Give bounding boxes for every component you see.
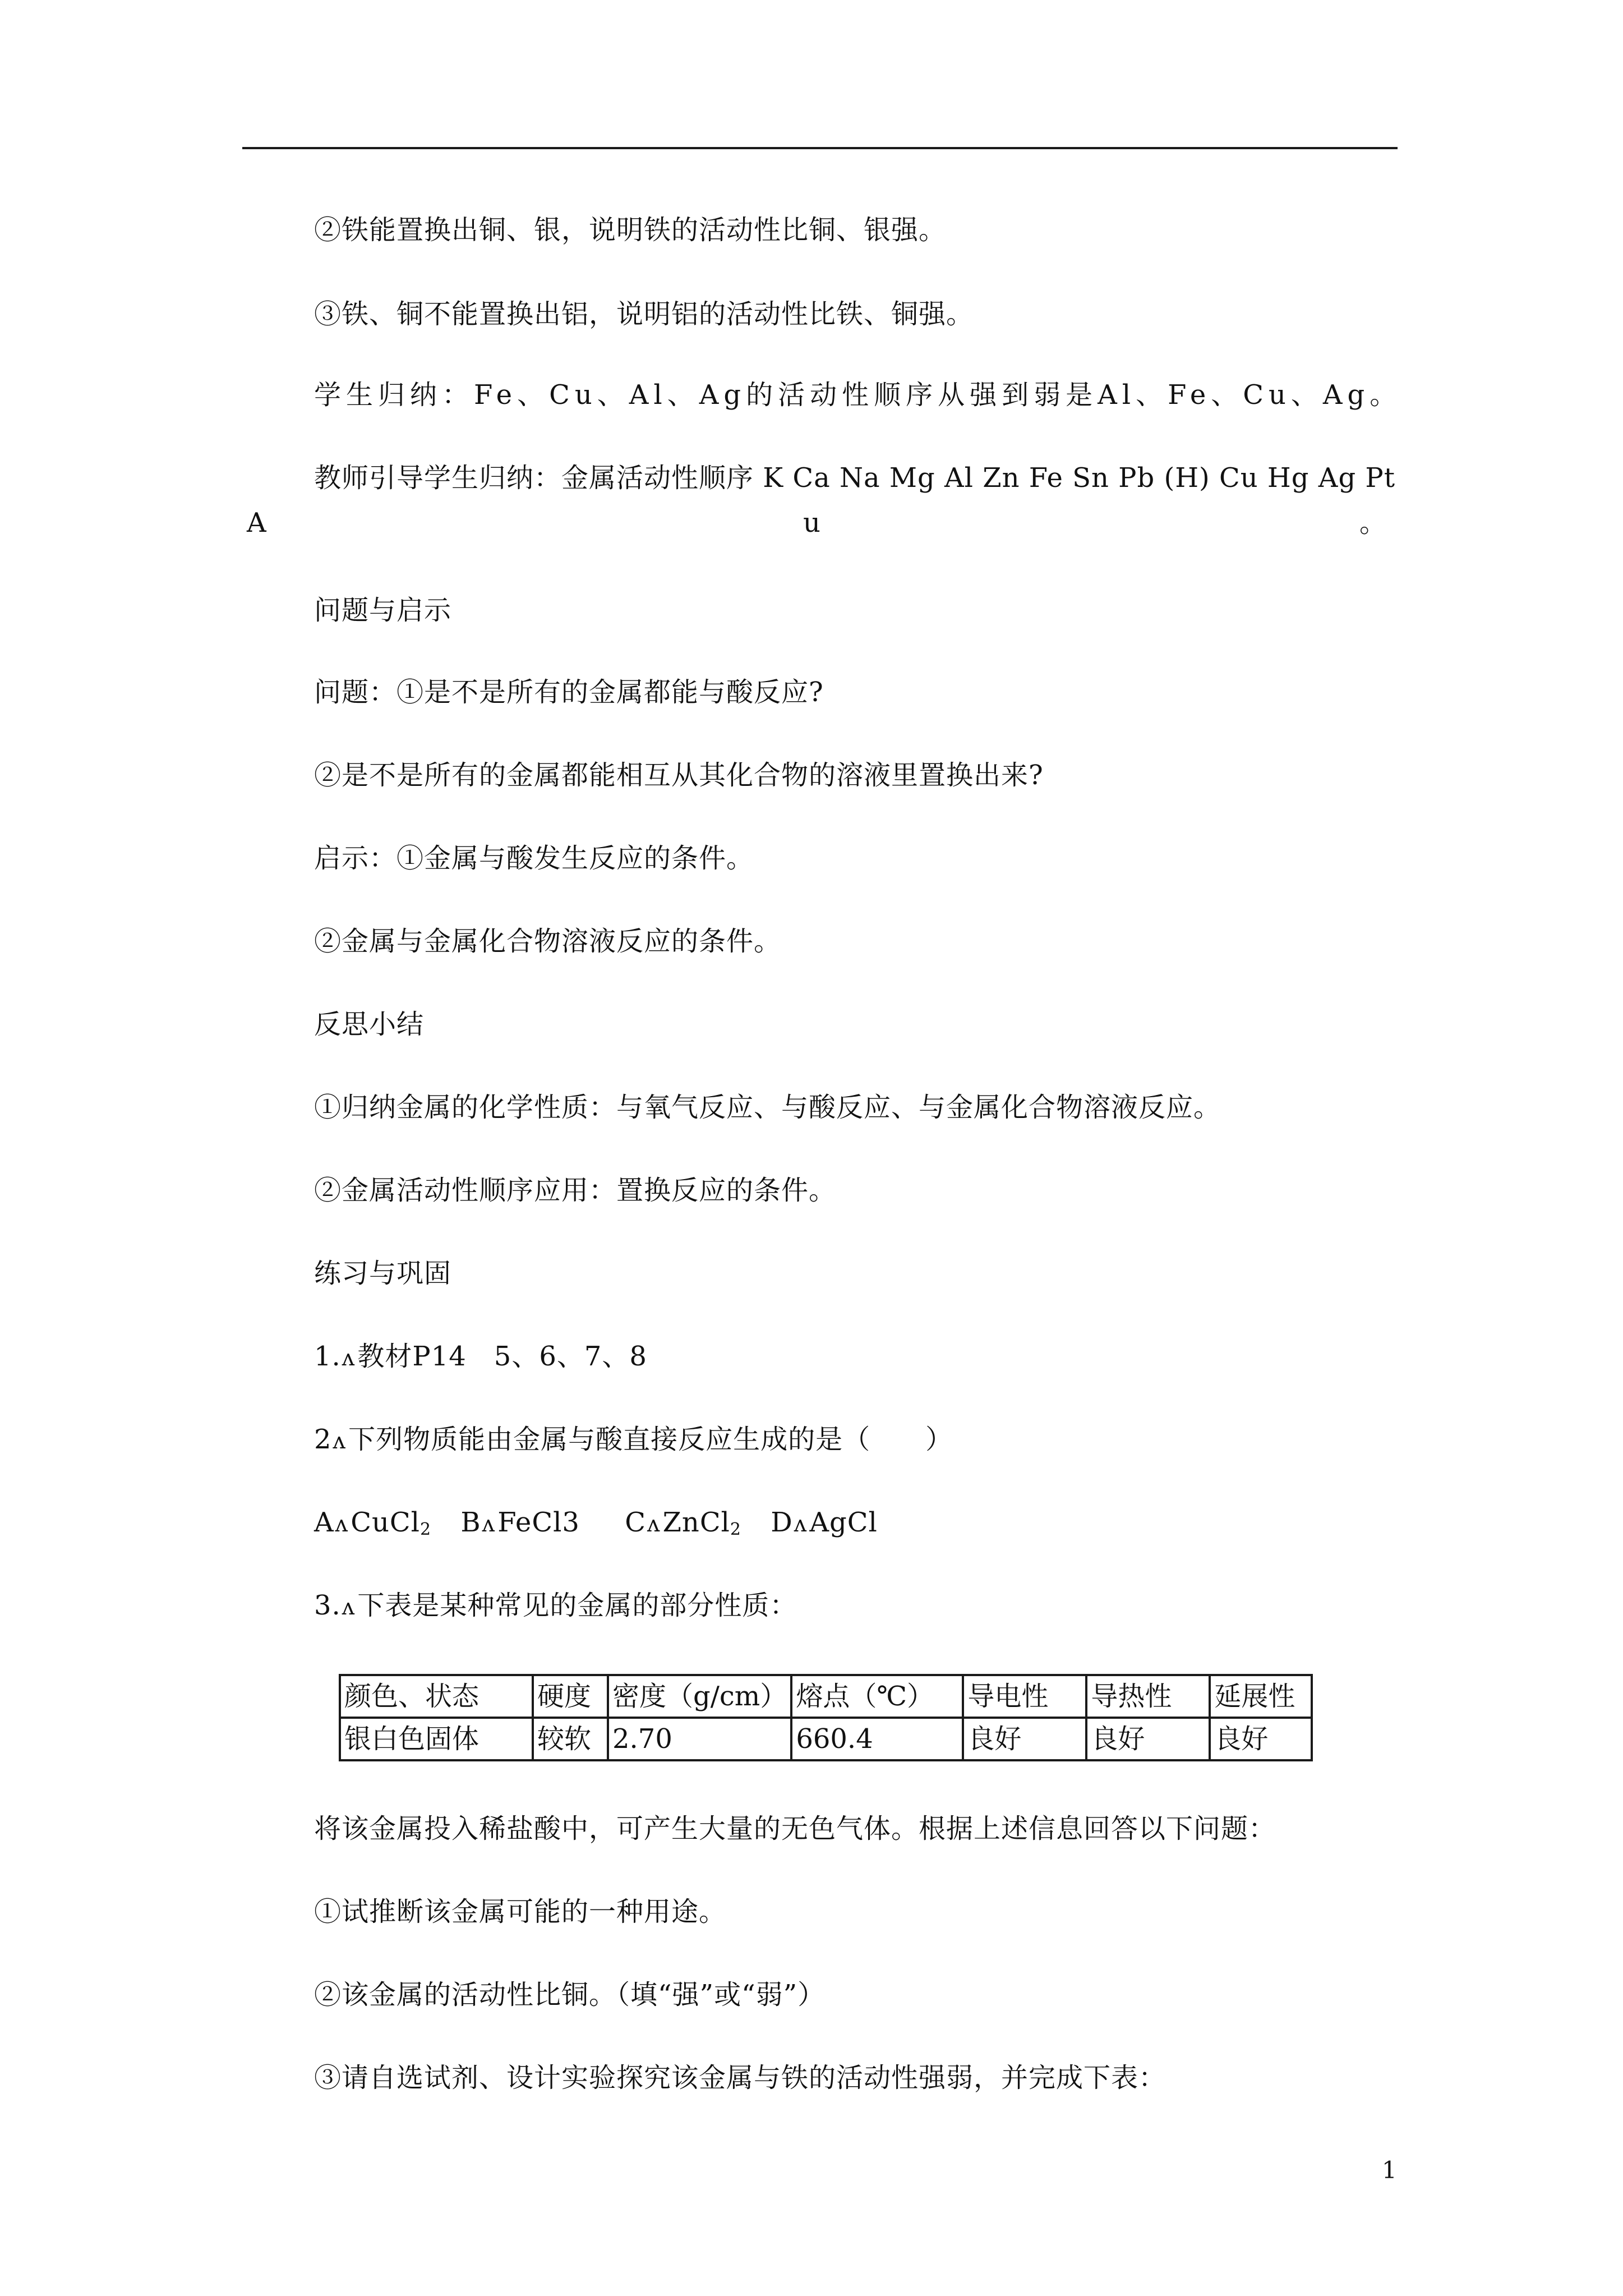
wrapped-fragment: 。 [1359,507,1387,539]
question-number: 3. [314,1590,341,1621]
question-2 [314,1423,953,1458]
text-line: 学生归纳：Fe、Cu、Al、Ag的活动性顺序从强到弱是Al、Fe、Cu、Ag。 [314,379,1402,411]
table-header-row [340,1675,1312,1718]
question-text: 教材P14 5、6、7、8 [357,1341,647,1372]
table-header-cell: 导电性 [963,1675,1086,1718]
caret-icon: ʌ [342,1594,356,1620]
option-c-label: C [625,1507,646,1538]
table-cell: 良好 [1086,1718,1210,1760]
question-text: 下表是某种常见的金属的部分性质： [357,1590,797,1621]
table-header-cell: 硬度 [533,1675,608,1718]
caret-icon: ʌ [333,1428,347,1454]
table-cell: 银白色固体 [340,1718,533,1760]
text-line: 启示：①金属与酸发生反应的条件。 [314,843,754,874]
text-line: ②金属活动性顺序应用：置换反应的条件。 [314,1175,837,1206]
caret-icon: ʌ [794,1511,808,1537]
table-cell: 较软 [533,1718,608,1760]
caret-icon: ʌ [335,1511,349,1537]
wrapped-fragment: A [247,507,266,539]
table-header-cell: 延展性 [1210,1675,1312,1718]
text-line: ②该金属的活动性比铜。（填“强”或“弱”） [314,1979,826,2010]
caret-icon: ʌ [647,1511,661,1537]
subscript: 2 [730,1520,741,1539]
table-header-cell: 熔点（℃） [791,1675,963,1718]
wrapped-fragment: u [803,507,820,539]
question-number: 2 [314,1424,332,1455]
text-line: 问题：①是不是所有的金属都能与酸反应? [314,677,824,708]
question-1 [314,1340,647,1375]
section-heading: 练习与巩固 [314,1258,452,1289]
text-line: ②是不是所有的金属都能相互从其化合物的溶液里置换出来? [314,760,1044,791]
text-line: ①试推断该金属可能的一种用途。 [314,1896,727,1927]
option-d-label: D [771,1507,793,1538]
section-heading: 问题与启示 [314,595,452,626]
option-b-label: B [460,1507,481,1538]
option-a-label: A [314,1507,334,1538]
text-line: ②金属与金属化合物溶液反应的条件。 [314,926,782,957]
text-line: ①归纳金属的化学性质：与氧气反应、与酸反应、与金属化合物溶液反应。 [314,1092,1221,1123]
table-header-cell: 导热性 [1086,1675,1210,1718]
text-line: ③请自选试剂、设计实验探究该金属与铁的活动性强弱，并完成下表： [314,2062,1166,2093]
table-cell: 良好 [963,1718,1086,1760]
question-text: 下列物质能由金属与酸直接反应生成的是（ ） [348,1424,953,1455]
text-line: 教师引导学生归纳：金属活动性顺序 K Ca Na Mg Al Zn Fe Sn Pb (H) Cu Hg Ag Pt [314,462,1396,494]
metal-properties-table [339,1674,1313,1761]
option-b-formula: FeCl3 [497,1507,580,1538]
table-row [340,1718,1312,1760]
options-line [314,1506,878,1547]
question-3 [314,1589,797,1624]
table-header-cell: 密度（g/cm） [608,1675,791,1718]
option-d-formula: AgCl [809,1507,878,1538]
caret-icon: ʌ [342,1345,356,1371]
text-line: ③铁、铜不能置换出铝，说明铝的活动性比铁、铜强。 [314,298,974,330]
table-cell: 良好 [1210,1718,1312,1760]
table-header-cell: 颜色、状态 [340,1675,533,1718]
question-number: 1. [314,1341,341,1372]
caret-icon: ʌ [482,1511,496,1537]
header-rule [242,147,1398,149]
option-a-formula: CuCl [351,1507,420,1538]
text-line: ②铁能置换出铜、银，说明铁的活动性比铜、银强。 [314,214,947,246]
text-line: 将该金属投入稀盐酸中，可产生大量的无色气体。根据上述信息回答以下问题： [314,1813,1276,1844]
option-c-formula: ZnCl [662,1507,730,1538]
page-number: 1 [1382,2156,1397,2184]
table-cell: 660.4 [791,1718,963,1760]
subscript: 2 [420,1520,432,1539]
section-heading: 反思小结 [314,1009,425,1040]
table-cell: 2.70 [608,1718,791,1760]
